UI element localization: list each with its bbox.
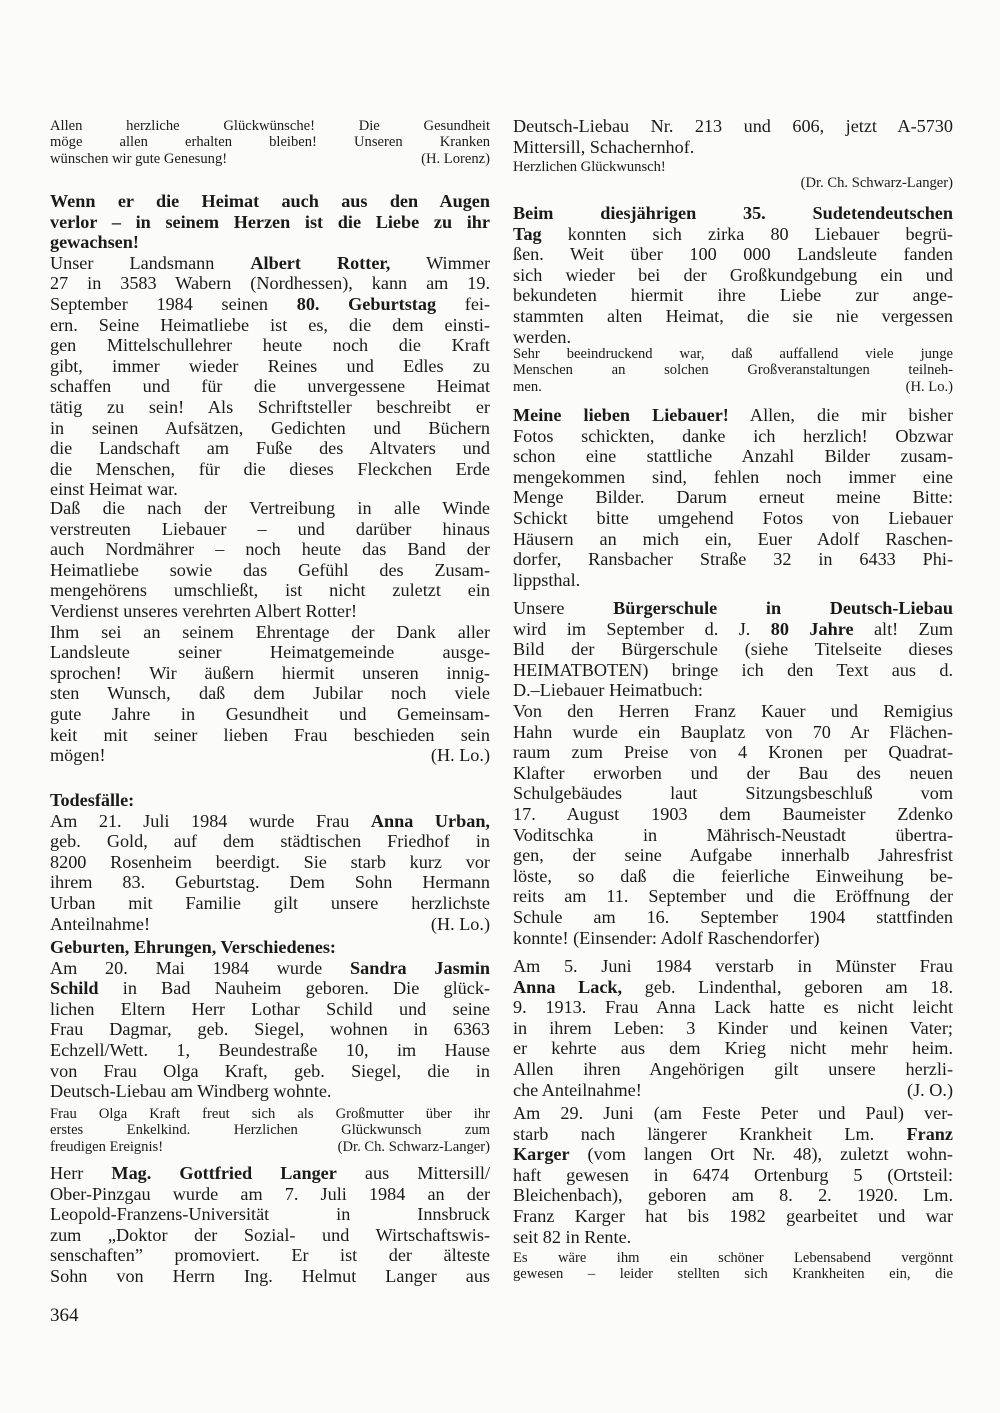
text-run: D.–Liebauer Heimatbuch: bbox=[513, 680, 703, 701]
text-run: sten Wunsch, daß dem Jubilar noch viele bbox=[50, 683, 490, 704]
text-run: Anteilnahme! bbox=[50, 913, 150, 934]
text-run: verstreuten Liebauer – und darüber hinaus bbox=[50, 518, 490, 539]
text-line bbox=[50, 151, 490, 167]
text-run: Sehr beeindruckend war, daß auffallend viele junge bbox=[513, 346, 953, 362]
text-run: gen, der seine Aufgabe innerhalb Jahresfrist bbox=[513, 845, 953, 866]
text-run: Von den Herren Franz Kauer und Remigius bbox=[513, 700, 953, 721]
text-run: mengehörens umschließt, ist nicht zuletzt ein bbox=[50, 580, 490, 601]
text-line bbox=[50, 134, 490, 150]
text-line bbox=[50, 1061, 490, 1082]
text-line bbox=[50, 704, 490, 725]
text-run: mengekommen sind, fehlen noch immer eine bbox=[513, 466, 953, 487]
bold-text-run: Anna Lack, bbox=[513, 976, 623, 997]
text-line bbox=[513, 783, 953, 804]
text-run: Frau Olga Kraft freut sich als Großmutter über ihr bbox=[50, 1106, 490, 1122]
text-line bbox=[513, 224, 953, 245]
text-line bbox=[50, 397, 490, 418]
text-run: die Menschen, für die dieses Fleckchen Erde bbox=[50, 458, 490, 479]
text-line bbox=[50, 683, 490, 704]
text-line bbox=[513, 426, 953, 447]
bold-text-run: Sandra Jasmin bbox=[350, 957, 490, 978]
text-run: aus Mittersill/ bbox=[336, 1163, 490, 1183]
text-line bbox=[50, 1245, 490, 1266]
text-run: Häusern an mich ein, Euer Adolf Raschen- bbox=[513, 528, 953, 549]
author-signature: (J. O.) bbox=[907, 1079, 953, 1100]
text-run: schaffen und für die unvergessene Heimat bbox=[50, 376, 490, 397]
text-run: Wimmer bbox=[390, 252, 491, 273]
text-run: tätig zu sein! Als Schriftsteller beschreibt er bbox=[50, 396, 490, 417]
text-line bbox=[50, 438, 490, 459]
text-line bbox=[513, 487, 953, 508]
text-line bbox=[513, 362, 953, 378]
text-line bbox=[513, 508, 953, 529]
text-line bbox=[513, 1038, 953, 1059]
text-line bbox=[50, 580, 490, 601]
text-line bbox=[513, 997, 953, 1018]
text-run: sich wieder bei der Großkundgebung ein und bbox=[513, 264, 953, 285]
article-paragraph bbox=[50, 1163, 490, 1287]
text-run: 9. 1913. Frau Anna Lack hatte es nicht leicht bbox=[513, 997, 953, 1018]
text-line bbox=[50, 1019, 490, 1040]
text-run: Klafter erworben und der Bau des neuen bbox=[513, 762, 953, 783]
text-run: Deutsch-Liebau Nr. 213 und 606, jetzt A-5730 bbox=[513, 116, 953, 136]
text-line bbox=[50, 459, 490, 480]
text-run: löste, so daß die feierliche Einweihung be- bbox=[513, 865, 953, 886]
text-line bbox=[513, 1250, 953, 1266]
text-line bbox=[50, 356, 490, 377]
text-line bbox=[513, 660, 953, 681]
text-line bbox=[513, 1059, 953, 1080]
text-line bbox=[50, 1081, 490, 1102]
text-run: HEIMATBOTEN) bringe ich den Text aus d. bbox=[513, 659, 953, 680]
text-run: geb. Lindenthal, geboren am 18. bbox=[622, 976, 953, 997]
text-line bbox=[50, 315, 490, 336]
text-line bbox=[513, 265, 953, 286]
text-run: che Anteilnahme! bbox=[513, 1079, 642, 1100]
text-run: Hahn wurde ein Bauplatz von 70 Ar Flächen- bbox=[513, 721, 953, 742]
text-run: Menschen an solchen Großveranstaltungen teilneh- bbox=[513, 362, 953, 379]
article-paragraph bbox=[513, 598, 953, 948]
author-signature: (H. Lo.) bbox=[430, 745, 490, 766]
text-run: Allen ihren Angehörigen gilt unsere herzli- bbox=[513, 1058, 953, 1079]
text-line bbox=[513, 529, 953, 550]
text-line bbox=[50, 479, 490, 500]
text-line bbox=[513, 1144, 953, 1165]
text-line bbox=[513, 570, 953, 591]
text-line bbox=[50, 232, 490, 253]
text-line bbox=[50, 1139, 490, 1155]
text-run: starb nach längerer Krankheit Lm. bbox=[513, 1123, 907, 1144]
text-run: stammten alten Heimat, die sie nie vergessen bbox=[513, 305, 953, 326]
line-text bbox=[513, 379, 542, 395]
text-line bbox=[513, 639, 953, 660]
text-line bbox=[513, 159, 953, 175]
text-run: Echzell/Wett. 1, Beundestraße 10, im Hause bbox=[50, 1039, 490, 1060]
text-line bbox=[50, 519, 490, 540]
text-run: gute Jahre in Gesundheit und Gemeinsam- bbox=[50, 703, 490, 724]
text-run: Am 21. Juli 1984 wurde Frau bbox=[50, 810, 371, 831]
text-line bbox=[50, 1040, 490, 1061]
bold-text-run: 80 Jahre bbox=[770, 618, 854, 639]
text-run: Am 5. Juni 1984 verstarb in Münster Frau bbox=[513, 956, 953, 976]
text-run: auch Nordmährer – noch heute das Band der bbox=[50, 539, 490, 560]
text-run: Herzlichen Glückwunsch! bbox=[513, 159, 666, 175]
text-line bbox=[513, 175, 953, 191]
text-line bbox=[513, 1103, 953, 1124]
author-signature: (Dr. Ch. Schwarz-Langer) bbox=[800, 175, 953, 192]
text-run: freudigen Ereignis! bbox=[50, 1138, 164, 1155]
text-line bbox=[513, 804, 953, 825]
text-run: alt! Zum bbox=[853, 618, 953, 639]
text-line bbox=[513, 928, 953, 949]
text-line bbox=[50, 560, 490, 581]
article-paragraph bbox=[513, 203, 953, 347]
bold-text-run: Mag. Gottfried Langer bbox=[111, 1163, 337, 1183]
text-run: ern. Seine Heimatliebe ist es, die dem einsti- bbox=[50, 314, 490, 335]
text-run: keit mit seiner lieben Frau beschieden sein bbox=[50, 724, 490, 745]
text-run: sprochen! Wir äußern hiermit unseren innig- bbox=[50, 662, 490, 683]
text-line bbox=[513, 446, 953, 467]
text-run: fei- bbox=[436, 293, 490, 314]
text-run: Herr bbox=[50, 1163, 112, 1183]
bold-text-run: Albert Rotter, bbox=[250, 252, 391, 273]
text-run: ßen. Weit über 100 000 Landsleute fanden bbox=[513, 244, 953, 265]
text-run: schon eine stattliche Anzahl Bilder zusam- bbox=[513, 446, 953, 467]
text-run: erstes Enkelkind. Herzlichen Glückwunsch zum bbox=[50, 1122, 490, 1139]
text-line bbox=[50, 831, 490, 852]
text-line bbox=[50, 725, 490, 746]
text-run: Ober-Pinzgau wurde am 7. Juli 1984 an der bbox=[50, 1183, 490, 1204]
text-run: Schulgebäudes laut Sitzungsbeschluß vom bbox=[513, 783, 953, 804]
bold-text-run: Tag bbox=[513, 223, 542, 244]
text-run: mögen! bbox=[50, 745, 106, 766]
text-line bbox=[50, 978, 490, 999]
line-text bbox=[50, 745, 106, 766]
text-line bbox=[513, 722, 953, 743]
text-run: Mittersill, Schachernhof. bbox=[513, 136, 695, 157]
text-line bbox=[50, 914, 490, 935]
text-run: Am 29. Juni (am Feste Peter und Paul) ver- bbox=[513, 1103, 953, 1123]
bold-text-run: gewachsen! bbox=[50, 232, 139, 253]
text-run: von Frau Olga Kraft, geb. Siegel, die in bbox=[50, 1060, 490, 1081]
text-run: Menge Bilder. Darum erneut meine Bitte: bbox=[513, 487, 953, 508]
text-run: reits am 11. September und die Eröffnung der bbox=[513, 886, 953, 907]
text-line bbox=[513, 137, 953, 158]
text-run: Bild der Bürgerschule (siehe Titelseite dieses bbox=[513, 639, 953, 660]
article-paragraph bbox=[513, 116, 953, 157]
text-run: dorfer, Ransbacher Straße 32 in 6433 Phi- bbox=[513, 549, 953, 570]
text-run: Leopold-Franzens-Universität in Innsbruck bbox=[50, 1204, 490, 1225]
text-line bbox=[50, 418, 490, 439]
text-run: Bleichenbach), geboren am 8. 2. 1920. Lm. bbox=[513, 1185, 953, 1206]
text-line bbox=[50, 622, 490, 643]
line-text bbox=[513, 1080, 642, 1101]
text-line bbox=[50, 937, 490, 958]
text-line bbox=[50, 191, 490, 212]
article-paragraph bbox=[50, 937, 490, 1102]
text-run: Heimatliebe sowie das Gefühl des Zusam- bbox=[50, 559, 490, 580]
bold-text-run: Todesfälle: bbox=[50, 790, 135, 810]
text-line bbox=[50, 498, 490, 519]
text-run: lippsthal. bbox=[513, 569, 581, 590]
line-text bbox=[50, 151, 227, 167]
text-line bbox=[513, 825, 953, 846]
text-line bbox=[50, 273, 490, 294]
text-line bbox=[513, 1185, 953, 1206]
text-line bbox=[513, 285, 953, 306]
text-run: Sohn von Herrn Ing. Helmut Langer aus bbox=[50, 1265, 490, 1286]
text-line bbox=[50, 811, 490, 832]
text-run: Fotos schickten, danke ich herzlich! Obzwar bbox=[513, 425, 953, 446]
text-run: Unsere bbox=[513, 598, 614, 618]
text-run: Es wäre ihm ein schöner Lebensabend vergönnt bbox=[513, 1250, 953, 1266]
text-run: werden. bbox=[513, 326, 572, 347]
text-line bbox=[50, 118, 490, 134]
text-run: Schickt bitte umgehend Fotos von Liebauer bbox=[513, 507, 953, 528]
text-line bbox=[513, 1124, 953, 1145]
article-paragraph bbox=[50, 1106, 490, 1155]
article-paragraph bbox=[50, 191, 490, 500]
text-run: senschaften” promoviert. Er ist der älteste bbox=[50, 1245, 490, 1266]
page-number: 364 bbox=[50, 1305, 79, 1326]
text-run: Allen, die mir bisher bbox=[728, 405, 953, 425]
text-run: 27 in 3583 Wabern (Nordhessen), kann am 19. bbox=[50, 273, 490, 294]
text-line bbox=[50, 790, 490, 811]
text-run: geb. Gold, auf dem städtischen Friedhof in bbox=[50, 831, 490, 852]
text-line bbox=[513, 1206, 953, 1227]
text-line bbox=[513, 845, 953, 866]
author-signature: (H. Lorenz) bbox=[421, 150, 490, 167]
article-paragraph bbox=[513, 1103, 953, 1247]
text-run: Schule am 16. September 1904 stattfinden bbox=[513, 906, 953, 927]
bold-text-run: Franz bbox=[906, 1123, 953, 1144]
text-line bbox=[50, 1184, 490, 1205]
text-line bbox=[513, 116, 953, 137]
text-line bbox=[513, 306, 953, 327]
text-line bbox=[513, 701, 953, 722]
text-line bbox=[513, 763, 953, 784]
text-line bbox=[513, 1080, 953, 1101]
line-text bbox=[50, 914, 150, 935]
text-line bbox=[513, 1227, 953, 1248]
text-line bbox=[513, 327, 953, 348]
text-run: wünschen wir gute Genesung! bbox=[50, 150, 228, 167]
bold-text-run: verlor – in seinem Herzen ist die Liebe zu ihr bbox=[50, 211, 490, 232]
author-signature: (Dr. Ch. Schwarz-Langer) bbox=[337, 1138, 490, 1155]
text-run: konnte! (Einsender: Adolf Raschendorfer) bbox=[513, 927, 820, 948]
text-line bbox=[513, 886, 953, 907]
text-run: gibt, immer wieder Reines und Edles zu bbox=[50, 355, 490, 376]
text-run: lichen Eltern Herr Lothar Schild und seine bbox=[50, 998, 490, 1019]
text-line bbox=[513, 549, 953, 570]
text-run: in seinen Aufsätzen, Gedichten und Büchern bbox=[50, 417, 490, 438]
text-run: Unser Landsmann bbox=[50, 252, 251, 273]
article-paragraph bbox=[50, 790, 490, 934]
bold-text-run: 80. Geburtstag bbox=[296, 293, 437, 314]
text-line bbox=[513, 742, 953, 763]
bold-text-run: Wenn er die Heimat auch aus den Augen bbox=[50, 191, 490, 211]
bold-text-run: Anna Urban, bbox=[370, 810, 490, 831]
text-line bbox=[50, 852, 490, 873]
text-run: die Landschaft am Fuße des Altvaters und bbox=[50, 438, 490, 459]
text-line bbox=[50, 294, 490, 315]
text-run: zum „Doktor der Sozial- und Wirtschaftswis- bbox=[50, 1224, 490, 1245]
text-run: Deutsch-Liebau am Windberg wohnte. bbox=[50, 1081, 332, 1102]
text-run: ihrem 83. Geburtstag. Dem Sohn Hermann bbox=[50, 872, 490, 893]
text-run: Verdienst unseres verehrten Albert Rotter! bbox=[50, 600, 358, 621]
text-run: er kehrte aus dem Krieg nicht mehr heim. bbox=[513, 1038, 953, 1059]
article-paragraph bbox=[513, 956, 953, 1100]
text-line bbox=[50, 601, 490, 622]
text-line bbox=[50, 253, 490, 274]
text-line bbox=[50, 1204, 490, 1225]
text-line bbox=[50, 872, 490, 893]
text-line bbox=[513, 619, 953, 640]
text-line bbox=[513, 866, 953, 887]
text-line bbox=[513, 203, 953, 224]
text-line bbox=[513, 956, 953, 977]
text-run: Allen herzliche Glückwünsche! Die Gesundheit bbox=[50, 118, 490, 134]
text-run: gen Mittelschullehrer heute noch die Kraft bbox=[50, 335, 490, 356]
text-run: wird im September d. J. bbox=[513, 618, 771, 639]
text-run: möge allen erhalten bleiben! Unseren Kranken bbox=[50, 134, 490, 151]
text-run: 8200 Rosenheim beerdigt. Sie starb kurz vor bbox=[50, 851, 490, 872]
text-run: Am 20. Mai 1984 wurde bbox=[50, 957, 351, 978]
text-line bbox=[513, 977, 953, 998]
bold-text-run: Geburten, Ehrungen, Verschiedenes: bbox=[50, 937, 336, 957]
text-line bbox=[50, 1163, 490, 1184]
text-line bbox=[50, 999, 490, 1020]
text-run: Franz Karger hat bis 1982 gearbeitet und war bbox=[513, 1205, 953, 1226]
line-text bbox=[50, 1139, 163, 1155]
text-line bbox=[50, 1225, 490, 1246]
bold-text-run: Bürgerschule in Deutsch-Liebau bbox=[613, 598, 953, 618]
text-run: (vom langen Ort Nr. 48), zuletzt wohn- bbox=[569, 1144, 953, 1165]
text-run: Ihm sei an seinem Ehrentage der Dank aller bbox=[50, 621, 490, 642]
text-run: Urban mit Familie gilt unsere herzlichste bbox=[50, 892, 490, 913]
text-line bbox=[513, 379, 953, 395]
text-line bbox=[513, 467, 953, 488]
text-line bbox=[50, 539, 490, 560]
text-run: 17. August 1903 dem Baumeister Zdenko bbox=[513, 803, 953, 824]
article-paragraph bbox=[513, 405, 953, 590]
author-signature: (H. Lo.) bbox=[905, 378, 953, 395]
article-paragraph bbox=[513, 159, 953, 192]
text-line bbox=[50, 376, 490, 397]
text-line bbox=[513, 405, 953, 426]
text-run: in ihrem Leben: 3 Kinder und keinen Vater; bbox=[513, 1017, 953, 1038]
text-run: in Bad Nauheim geboren. Die glück- bbox=[98, 978, 490, 999]
text-run: haft gewesen in 6474 Ortenburg 5 (Ortsteil: bbox=[513, 1164, 953, 1185]
text-run: raum zum Preise von 4 Kronen per Quadrat- bbox=[513, 742, 953, 763]
text-line bbox=[513, 1165, 953, 1186]
text-run: September 1984 seinen bbox=[50, 293, 297, 314]
article-paragraph bbox=[50, 118, 490, 167]
text-run: Landsleute seiner Heimatgemeinde ausge- bbox=[50, 642, 490, 663]
text-run: men. bbox=[513, 378, 542, 395]
text-line bbox=[50, 663, 490, 684]
text-run: Frau Dagmar, geb. Siegel, wohnen in 6363 bbox=[50, 1019, 490, 1040]
text-run: einst Heimat war. bbox=[50, 479, 178, 500]
text-line bbox=[50, 1122, 490, 1138]
text-line bbox=[513, 1018, 953, 1039]
text-line bbox=[50, 642, 490, 663]
bold-text-run: Karger bbox=[513, 1144, 570, 1165]
text-line bbox=[513, 346, 953, 362]
text-run: bekundeten hiermit ihre Liebe zur ange- bbox=[513, 285, 953, 306]
author-signature: (H. Lo.) bbox=[430, 913, 490, 934]
text-run: Voditschka in Mährisch-Neustadt übertra- bbox=[513, 824, 953, 845]
text-line bbox=[50, 958, 490, 979]
article-paragraph bbox=[513, 1250, 953, 1283]
text-run: gewesen – leider stellten sich Krankheiten ein, die bbox=[513, 1266, 953, 1283]
text-line bbox=[50, 335, 490, 356]
text-line bbox=[513, 1266, 953, 1282]
text-line bbox=[50, 1106, 490, 1122]
text-line bbox=[50, 893, 490, 914]
text-run: konnten sich zirka 80 Liebauer begrü- bbox=[541, 223, 953, 244]
bold-text-run: Schild bbox=[50, 978, 99, 999]
bold-text-run: Meine lieben Liebauer! bbox=[513, 405, 729, 425]
bold-text-run: Beim diesjährigen 35. Sudetendeutschen bbox=[513, 203, 953, 223]
text-line bbox=[513, 598, 953, 619]
text-line bbox=[50, 212, 490, 233]
text-line bbox=[50, 745, 490, 766]
text-line bbox=[50, 1266, 490, 1287]
text-line bbox=[513, 244, 953, 265]
text-run: seit 82 in Rente. bbox=[513, 1226, 632, 1247]
article-paragraph bbox=[50, 498, 490, 766]
text-line bbox=[513, 907, 953, 928]
text-run: Daß die nach der Vertreibung in alle Winde bbox=[50, 498, 490, 518]
article-paragraph bbox=[513, 346, 953, 395]
text-line bbox=[513, 680, 953, 701]
